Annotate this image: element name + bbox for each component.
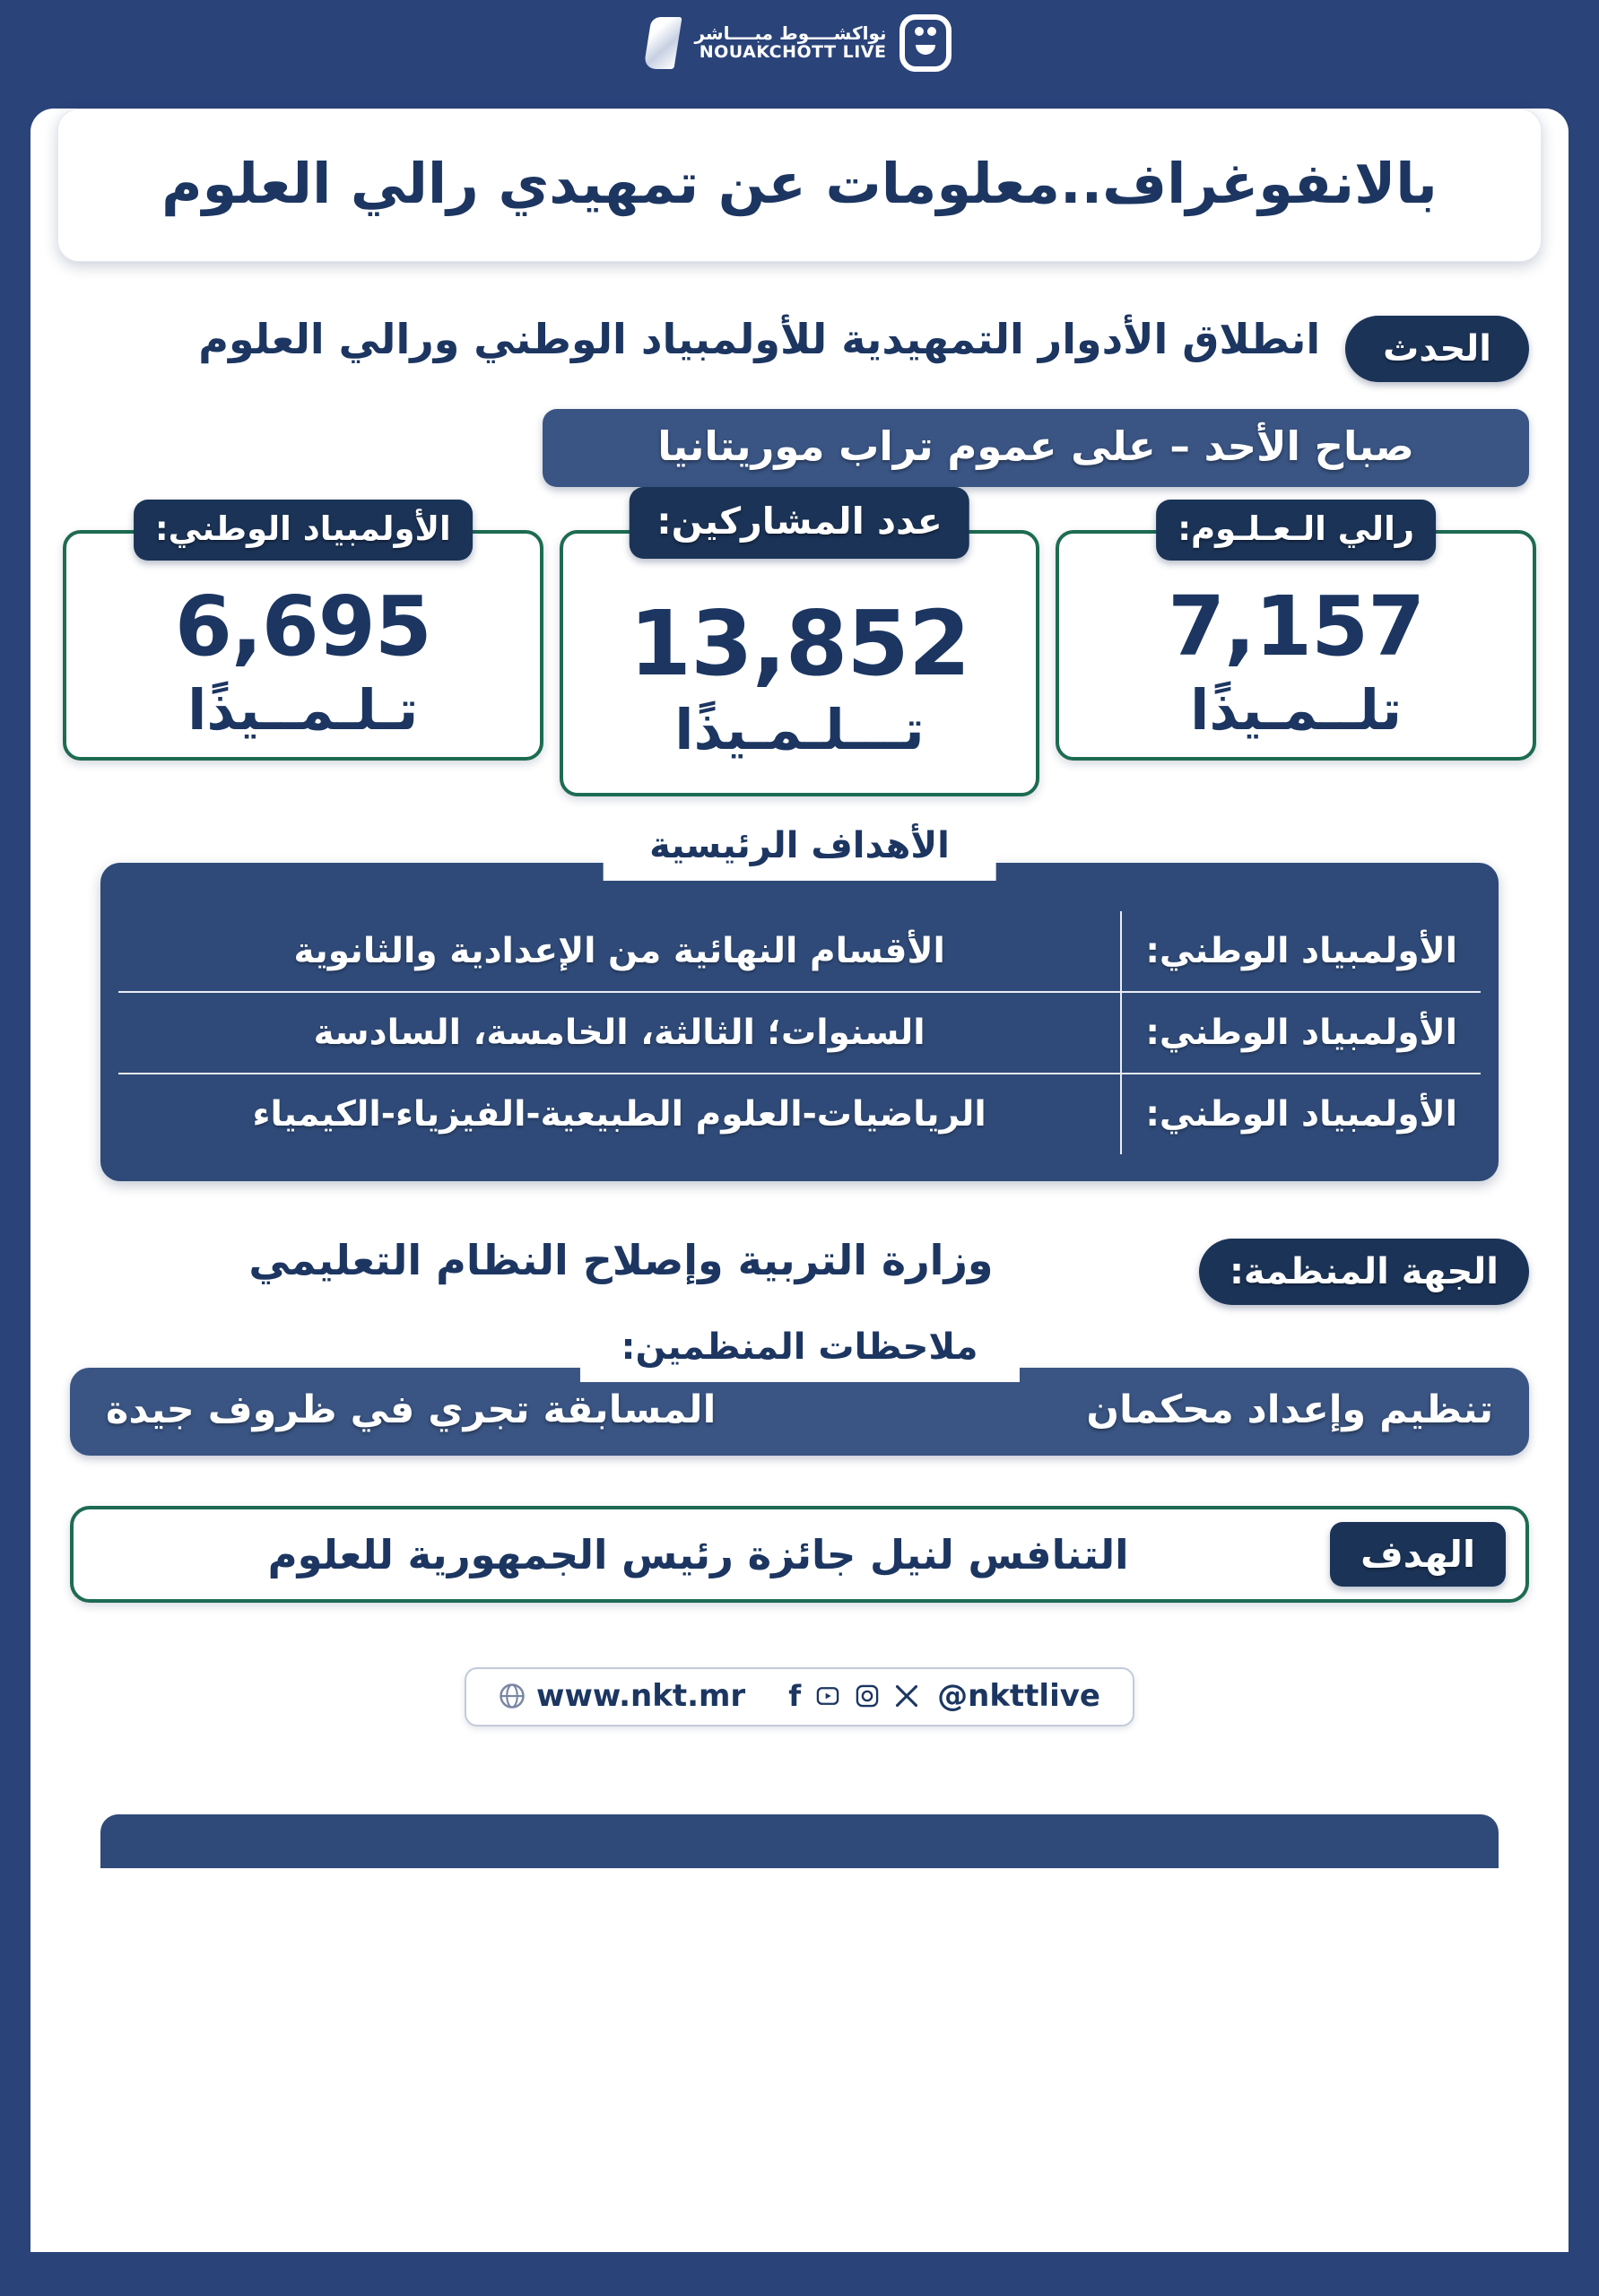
stat-unit: تـــلـمـيذًا bbox=[674, 697, 925, 763]
table-row bbox=[118, 992, 1481, 1074]
logo-wordmark bbox=[694, 24, 886, 61]
stat-unit: تـلـمــيذًا bbox=[187, 676, 419, 743]
website-link[interactable] bbox=[499, 1678, 745, 1714]
stat-unit: تلــمـيذًا bbox=[1190, 676, 1403, 743]
facebook-icon[interactable]: f bbox=[788, 1679, 802, 1714]
instagram-icon[interactable] bbox=[855, 1683, 880, 1709]
objective-section bbox=[70, 1506, 1529, 1603]
bottom-accent-band bbox=[100, 1814, 1499, 1868]
organizer-name: وزارة التربية وإصلاح النظام التعليمي bbox=[248, 1236, 994, 1285]
organizer-section bbox=[70, 1235, 1529, 1305]
goal-key: الأولمبياد الوطني: bbox=[1121, 992, 1481, 1074]
goals-panel bbox=[100, 825, 1499, 1181]
objective-text: التنافس لنيل جائزة رئيس الجمهورية للعلوم bbox=[267, 1530, 1129, 1578]
goal-value: الأقسام النهائية من الإعدادية والثانوية bbox=[293, 931, 945, 972]
table-row bbox=[118, 1074, 1481, 1154]
stats-row bbox=[63, 500, 1536, 796]
social-handle: @nkttlive bbox=[937, 1678, 1100, 1715]
event-badge: الحدث bbox=[1345, 316, 1529, 382]
event-when-where: صباح الأحد – على عموم تراب موريتانيا bbox=[543, 409, 1529, 487]
stat-label: الأولمبياد الوطني: bbox=[134, 500, 473, 561]
goal-key: الأولمبياد الوطني: bbox=[1121, 1074, 1481, 1154]
stat-label: عدد المشاركين: bbox=[630, 487, 969, 559]
stat-value: 7,157 bbox=[1168, 578, 1425, 675]
stat-label: رالي الـعـلـوم: bbox=[1156, 500, 1436, 561]
x-twitter-icon[interactable] bbox=[894, 1683, 919, 1709]
table-row bbox=[118, 911, 1481, 992]
website-url: www.nkt.mr bbox=[536, 1678, 746, 1715]
remarks-title: ملاحظات المنظمين: bbox=[579, 1318, 1019, 1382]
logo-arabic-name: نواكشــــوط مبــــاشر bbox=[694, 22, 887, 44]
goal-key: الأولمبياد الوطني: bbox=[1121, 911, 1481, 992]
goal-value: السنوات؛ الثالثة، الخامسة، السادسة bbox=[118, 992, 1121, 1074]
footer-contact-bar bbox=[465, 1667, 1134, 1726]
stat-card-total-participants bbox=[560, 500, 1040, 796]
remark-item: تنظيم وإعداد محكمان bbox=[1086, 1387, 1493, 1433]
objective-badge: الهدف bbox=[1330, 1522, 1506, 1587]
stat-card-national-olympiad bbox=[63, 509, 543, 761]
logo-swoosh-icon bbox=[644, 17, 682, 69]
event-section bbox=[70, 310, 1529, 382]
infographic-sheet bbox=[30, 109, 1569, 2252]
remarks-section bbox=[70, 1326, 1529, 1456]
goal-value: الرياضيات-العلوم الطبيعية-الفيزياء-الكيمياء bbox=[118, 1074, 1121, 1154]
event-description: انطلاق الأدوار التمهيدية للأولمبياد الوطني ورالي العلوم bbox=[198, 315, 1321, 364]
youtube-icon[interactable] bbox=[815, 1683, 840, 1709]
stat-value: 13,852 bbox=[629, 591, 970, 697]
globe-icon bbox=[499, 1683, 526, 1709]
site-logo-header bbox=[0, 0, 1599, 85]
title-card bbox=[57, 109, 1542, 262]
organizer-badge: الجهة المنظمة: bbox=[1199, 1239, 1529, 1305]
page-title: بالانفوغراف..معلومات عن تمهيدي رالي العلوم bbox=[161, 151, 1438, 216]
social-icons bbox=[788, 1678, 1100, 1714]
goals-table bbox=[118, 911, 1481, 1154]
logo-latin-name: NOUAKCHOTT LIVE bbox=[699, 42, 887, 62]
stat-value: 6,695 bbox=[174, 578, 431, 675]
stat-card-science-rally bbox=[1056, 509, 1536, 761]
footer-wrapper bbox=[30, 1667, 1569, 1726]
smiley-square-icon bbox=[899, 14, 952, 72]
goals-panel-title: الأهداف الرئيسية bbox=[603, 814, 996, 881]
remark-item: المسابقة تجري في ظروف جيدة bbox=[106, 1387, 717, 1433]
